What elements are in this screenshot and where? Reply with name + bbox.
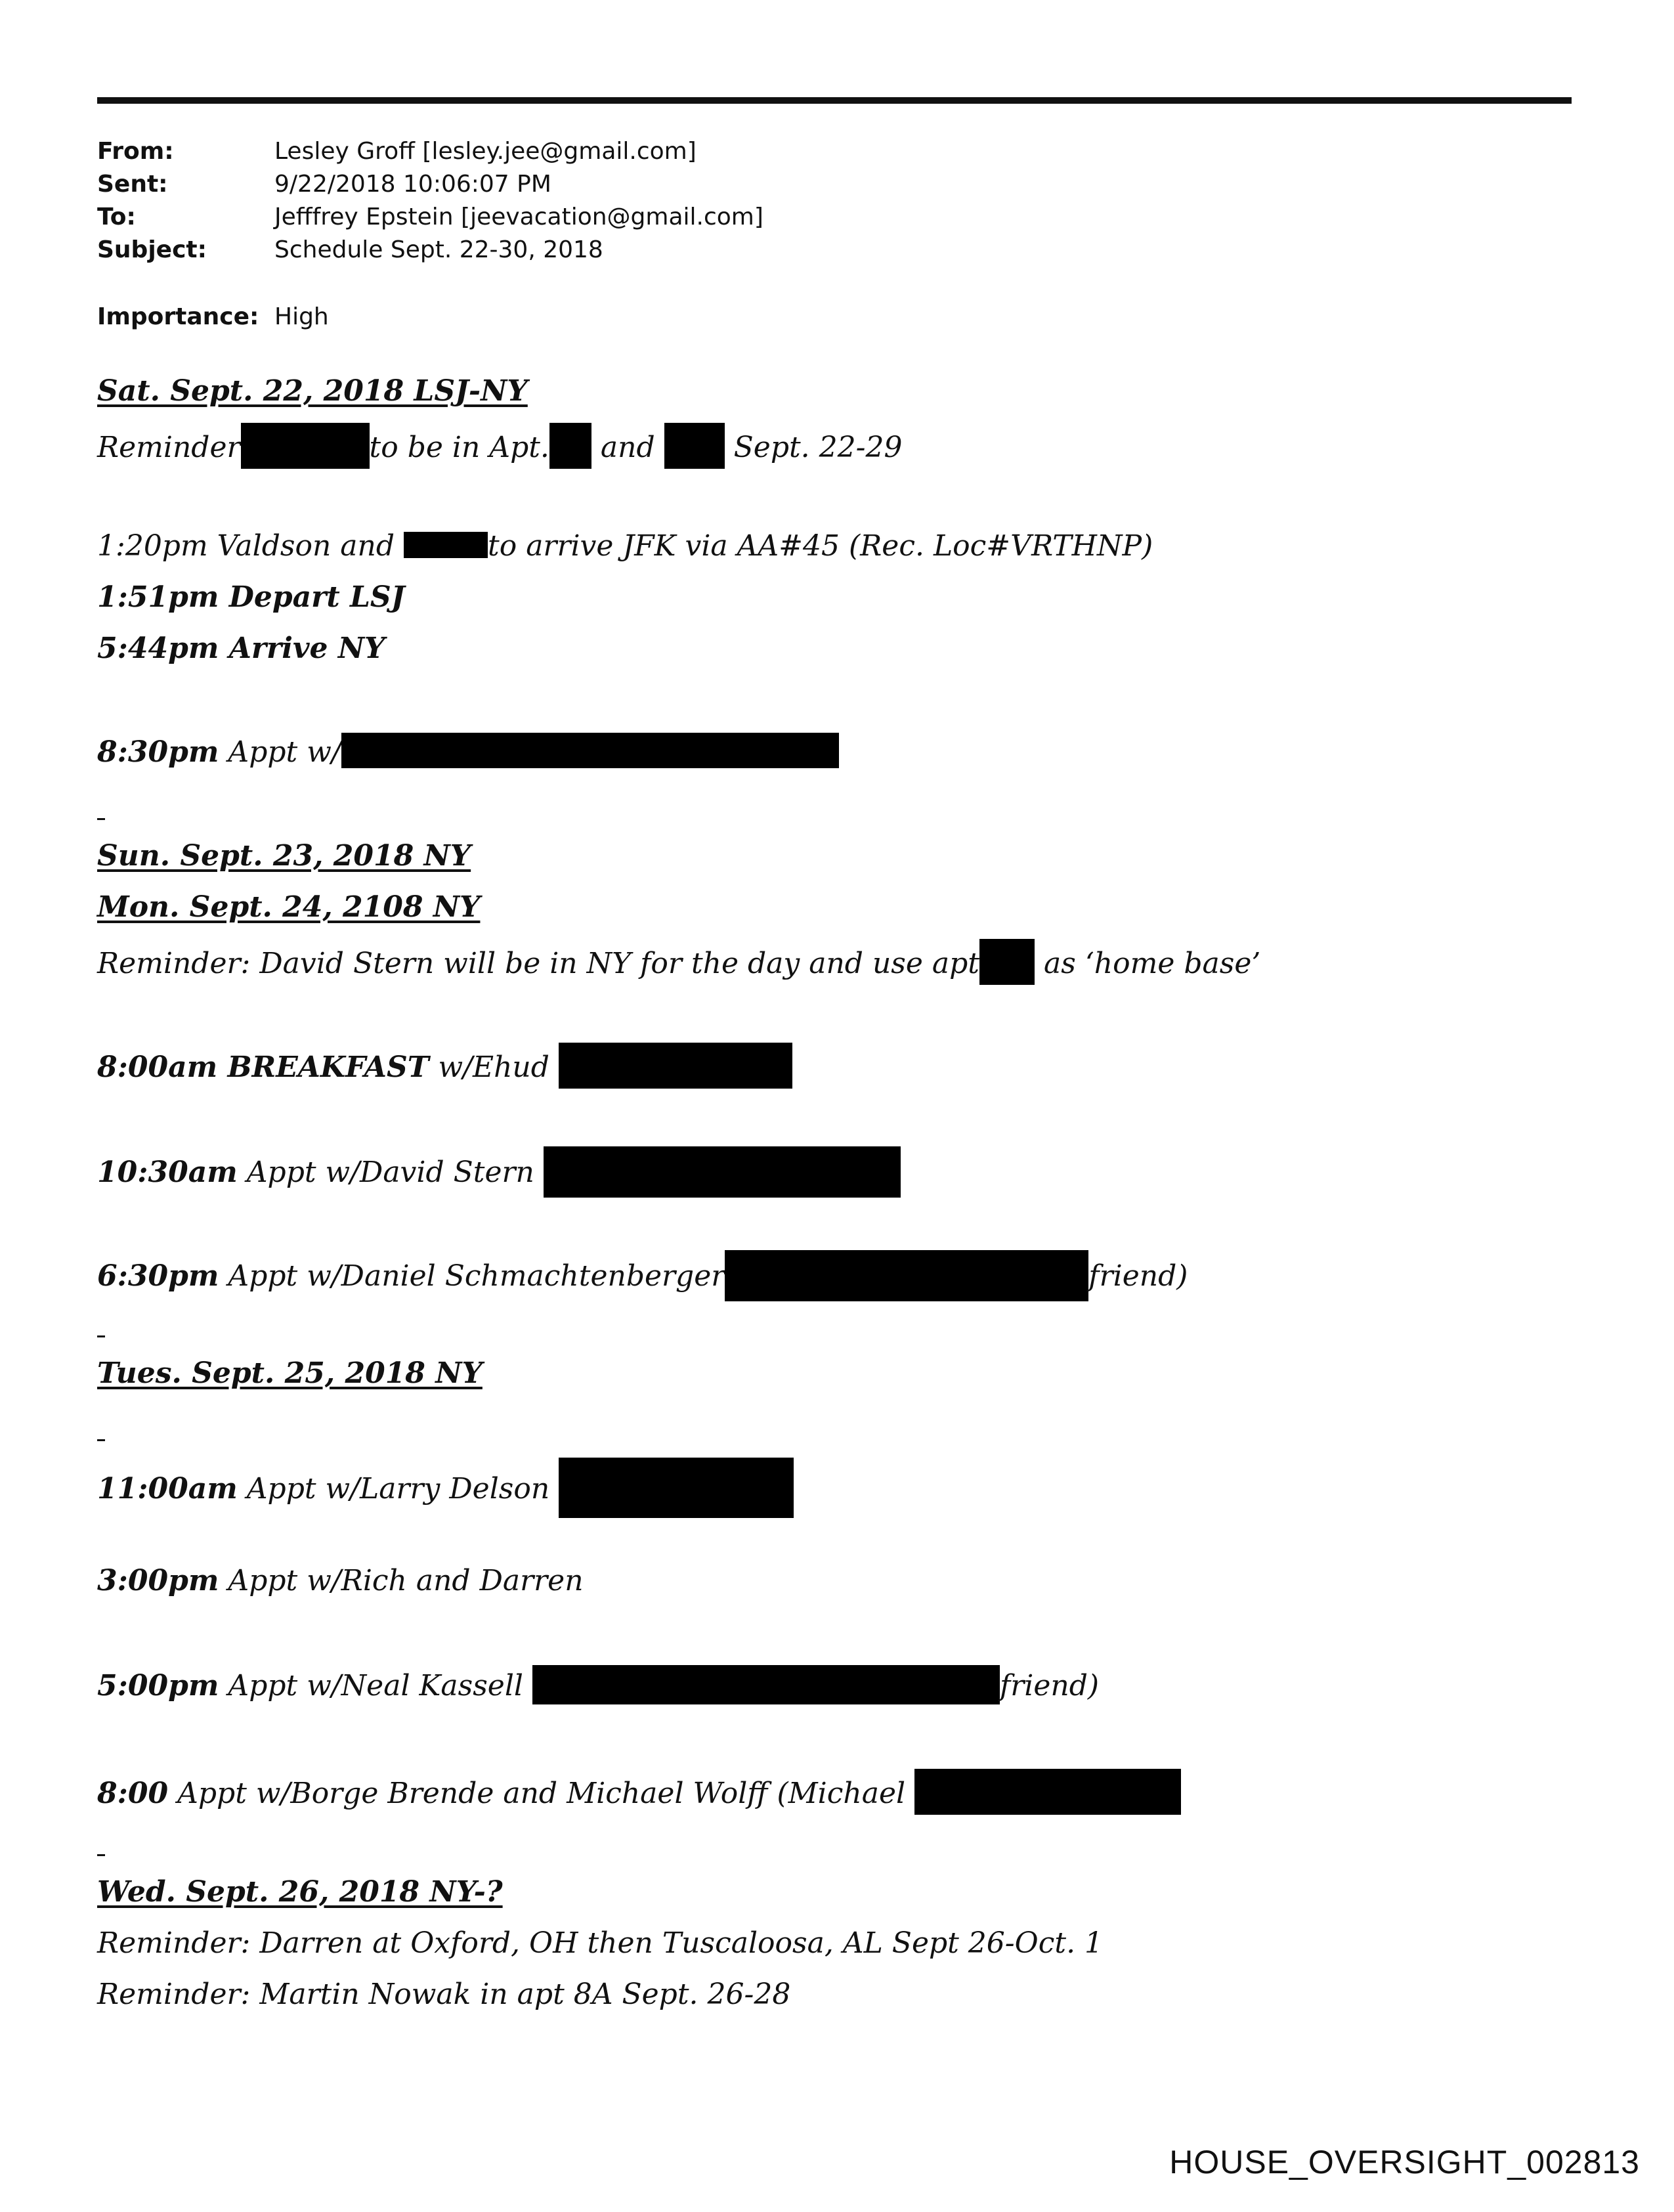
redaction-block [664,423,725,469]
importance-label: Importance: [97,303,259,330]
from-value: Lesley Groff [lesley.jee@gmail.com] [274,138,697,165]
redaction-block [549,423,591,469]
day-heading-mon: Mon. Sept. 24, 2108 NY [97,890,481,924]
separator-dash [97,1335,105,1337]
day-heading-sat: Sat. Sept. 22, 2018 LSJ-NY [97,374,528,408]
entry-valdson-arrival: 1:20pm Valdson and to arrive JFK via AA#45 (Rec. Loc#VRTHNP) [97,529,1153,563]
redaction-block [544,1146,901,1198]
bates-number: HOUSE_OVERSIGHT_002813 [1169,2144,1640,2180]
sent-label: Sent: [97,171,168,198]
importance-value: High [274,303,329,330]
entry-david-stern: 10:30am Appt w/David Stern [97,1146,901,1198]
from-label: From: [97,138,174,165]
entry-brende-wolff: 8:00 Appt w/Borge Brende and Michael Wolff (Michael [97,1769,1181,1815]
separator-dash [97,1854,105,1856]
day-heading-sun: Sun. Sept. 23, 2018 NY [97,839,471,873]
entry-830pm-appt: 8:30pm Appt w/ [97,733,839,772]
separator-dash [97,818,105,820]
entry-depart-lsj: 1:51pm Depart LSJ [97,580,405,614]
reminder-darren-travel: Reminder: Darren at Oxford, OH then Tuscaloosa, AL Sept 26-Oct. 1 [97,1926,1104,1960]
redaction-block [341,733,839,768]
reminder-david-stern: Reminder: David Stern will be in NY for the day and use apt as ‘home base’ [97,939,1260,985]
sent-value: 9/22/2018 10:06:07 PM [274,171,551,198]
header-rule [97,97,1572,104]
entry-neal-kassell: 5:00pm Appt w/Neal Kassell friend) [97,1665,1099,1706]
entry-larry-delson: 11:00am Appt w/Larry Delson [97,1458,794,1518]
reminder-martin-nowak: Reminder: Martin Nowak in apt 8A Sept. 26-28 [97,1978,791,2011]
to-label: To: [97,204,136,230]
subject-value: Schedule Sept. 22-30, 2018 [274,236,603,263]
redaction-block [914,1769,1181,1815]
entry-rich-darren: 3:00pm Appt w/Rich and Darren [97,1564,584,1597]
entry-breakfast-ehud: 8:00am BREAKFAST w/Ehud [97,1043,792,1089]
redaction-block [559,1043,792,1089]
entry-daniel-schmachtenberger: 6:30pm Appt w/Daniel Schmachtenberger friend) [97,1250,1188,1301]
reminder-apartments: Reminder to be in Apt. and Sept. 22-29 [97,423,903,469]
redaction-block [241,423,370,469]
day-heading-tue: Tues. Sept. 25, 2018 NY [97,1356,483,1390]
entry-arrive-ny: 5:44pm Arrive NY [97,632,385,665]
redaction-block [979,939,1035,985]
day-heading-wed: Wed. Sept. 26, 2018 NY-? [97,1875,503,1909]
separator-dash [97,1439,105,1441]
redaction-block [404,532,488,558]
redaction-block [725,1250,1088,1301]
to-value: Jefffrey Epstein [jeevacation@gmail.com] [274,204,763,230]
redaction-block [532,1665,1000,1704]
redaction-block [559,1458,794,1518]
subject-label: Subject: [97,236,207,263]
